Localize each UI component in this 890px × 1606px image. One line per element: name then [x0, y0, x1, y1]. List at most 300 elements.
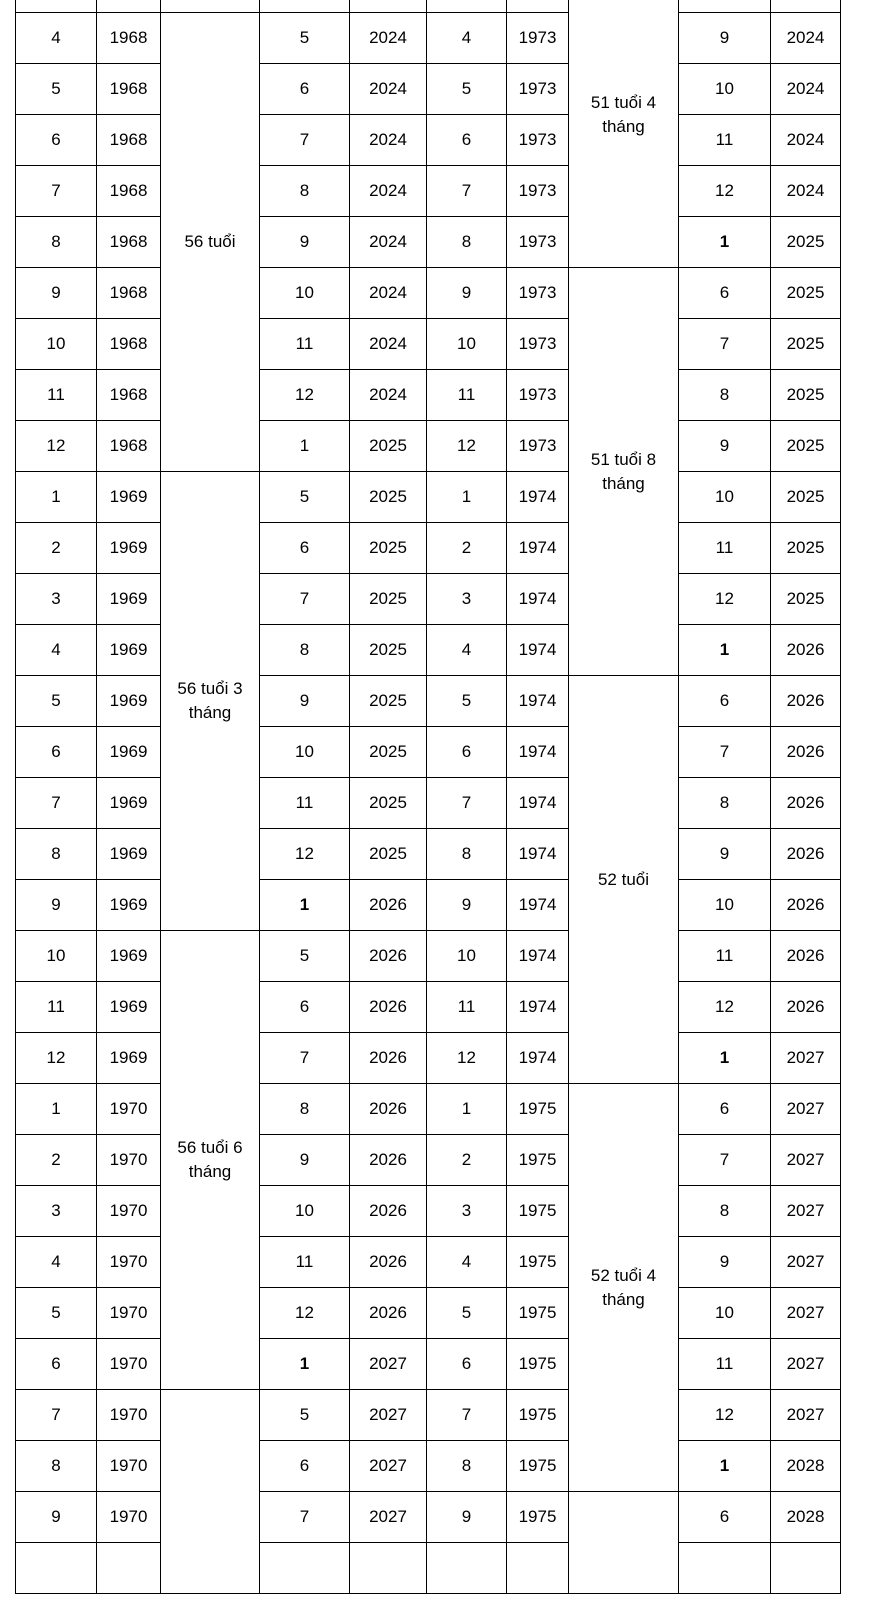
birth-year-a-cell: 1969	[97, 676, 161, 727]
retire-year-a-cell: 2024	[350, 166, 427, 217]
retire-month-b-cell: 12	[679, 1390, 771, 1441]
birth-month-a-cell: 4	[16, 13, 97, 64]
retire-year-a-cell: 2026	[350, 931, 427, 982]
table-row	[16, 319, 841, 370]
birth-month-b-cell: 1	[427, 1084, 507, 1135]
birth-year-b-cell: 1975	[507, 1084, 569, 1135]
table-row	[16, 1492, 841, 1543]
birth-year-b-cell: 1975	[507, 1135, 569, 1186]
birth-year-a-cell: 1968	[97, 268, 161, 319]
age-group-a-cell	[161, 1390, 260, 1594]
birth-month-b-cell: 12	[427, 421, 507, 472]
retire-year-a-cell: 2025	[350, 523, 427, 574]
birth-month-a-cell: 5	[16, 676, 97, 727]
birth-month-b-cell: 9	[427, 268, 507, 319]
birth-month-b-cell: 4	[427, 625, 507, 676]
retire-month-a-cell: 10	[260, 1186, 350, 1237]
birth-year-a-cell: 1970	[97, 1135, 161, 1186]
birth-year-a-cell: 1969	[97, 523, 161, 574]
retire-year-a-cell: 2027	[350, 1441, 427, 1492]
retire-year-a-cell: 2026	[350, 1135, 427, 1186]
retire-month-b-cell: 12	[679, 574, 771, 625]
birth-year-a-cell: 1968	[97, 64, 161, 115]
retire-year-b-cell: 2024	[771, 115, 841, 166]
birth-month-b-cell: 3	[427, 1186, 507, 1237]
birth-month-a-cell: 8	[16, 829, 97, 880]
retire-year-b-cell: 2027	[771, 1135, 841, 1186]
birth-year-a-cell: 1970	[97, 1237, 161, 1288]
birth-month-b-cell: 10	[427, 931, 507, 982]
retire-month-a-cell: 8	[260, 166, 350, 217]
birth-month-a-cell: 10	[16, 319, 97, 370]
birth-month-b-cell	[427, 1543, 507, 1594]
retire-month-b-cell: 9	[679, 1237, 771, 1288]
retire-month-b-cell: 8	[679, 1186, 771, 1237]
retire-year-b-cell: 2026	[771, 625, 841, 676]
retire-month-a-cell	[260, 0, 350, 13]
retire-month-b-cell: 9	[679, 421, 771, 472]
birth-month-a-cell: 5	[16, 1288, 97, 1339]
retire-year-a-cell: 2026	[350, 1237, 427, 1288]
birth-year-a-cell: 1970	[97, 1339, 161, 1390]
retirement-age-table	[15, 0, 841, 1594]
retire-month-a-cell: 5	[260, 931, 350, 982]
table-row	[16, 931, 841, 982]
retire-month-b-cell: 11	[679, 1339, 771, 1390]
retire-month-b-cell	[679, 0, 771, 13]
birth-month-b-cell	[427, 0, 507, 13]
retire-month-a-cell	[260, 1543, 350, 1594]
birth-month-a-cell: 7	[16, 166, 97, 217]
table-row	[16, 421, 841, 472]
retire-month-b-cell: 11	[679, 931, 771, 982]
birth-month-a-cell: 7	[16, 1390, 97, 1441]
birth-month-a-cell: 11	[16, 982, 97, 1033]
birth-month-a-cell: 8	[16, 217, 97, 268]
retire-month-b-cell: 6	[679, 1084, 771, 1135]
retire-month-b-cell: 6	[679, 676, 771, 727]
retire-month-b-cell: 10	[679, 1288, 771, 1339]
table-row	[16, 1237, 841, 1288]
table-row	[16, 829, 841, 880]
table-row	[16, 217, 841, 268]
retire-year-b-cell: 2025	[771, 421, 841, 472]
birth-month-b-cell: 11	[427, 982, 507, 1033]
birth-month-a-cell: 7	[16, 778, 97, 829]
retire-year-a-cell: 2025	[350, 727, 427, 778]
table-row	[16, 370, 841, 421]
retire-year-b-cell: 2026	[771, 931, 841, 982]
birth-year-a-cell: 1970	[97, 1390, 161, 1441]
retire-year-a-cell: 2025	[350, 472, 427, 523]
birth-year-b-cell: 1974	[507, 523, 569, 574]
birth-year-a-cell: 1969	[97, 625, 161, 676]
retire-year-b-cell: 2026	[771, 727, 841, 778]
birth-month-b-cell: 8	[427, 829, 507, 880]
birth-year-b-cell: 1974	[507, 574, 569, 625]
birth-year-a-cell: 1969	[97, 1033, 161, 1084]
retire-month-a-cell: 5	[260, 13, 350, 64]
retire-month-b-cell	[679, 1543, 771, 1594]
birth-year-b-cell: 1974	[507, 829, 569, 880]
retire-year-a-cell	[350, 1543, 427, 1594]
retire-year-b-cell: 2025	[771, 370, 841, 421]
retire-month-b-cell: 10	[679, 472, 771, 523]
age-group-b-cell: 52 tuổi 4 tháng	[569, 1084, 679, 1492]
retire-month-b-cell: 12	[679, 982, 771, 1033]
birth-month-b-cell: 12	[427, 1033, 507, 1084]
birth-month-a-cell: 4	[16, 625, 97, 676]
table-row	[16, 166, 841, 217]
retire-month-a-cell: 12	[260, 1288, 350, 1339]
retire-month-a-cell: 12	[260, 370, 350, 421]
birth-month-b-cell: 8	[427, 1441, 507, 1492]
birth-year-a-cell: 1970	[97, 1441, 161, 1492]
birth-month-b-cell: 10	[427, 319, 507, 370]
birth-year-b-cell: 1973	[507, 421, 569, 472]
birth-month-a-cell: 12	[16, 421, 97, 472]
birth-year-a-cell: 1969	[97, 880, 161, 931]
birth-year-a-cell: 1968	[97, 166, 161, 217]
retire-month-b-cell: 9	[679, 13, 771, 64]
table-row	[16, 523, 841, 574]
table-row	[16, 268, 841, 319]
birth-month-a-cell: 5	[16, 64, 97, 115]
birth-year-a-cell: 1970	[97, 1288, 161, 1339]
birth-year-a-cell: 1968	[97, 13, 161, 64]
retire-month-b-cell: 1	[679, 1033, 771, 1084]
retire-year-b-cell: 2027	[771, 1390, 841, 1441]
retire-year-b-cell	[771, 1543, 841, 1594]
retire-month-a-cell: 11	[260, 1237, 350, 1288]
table-row	[16, 880, 841, 931]
birth-year-b-cell: 1973	[507, 166, 569, 217]
birth-year-b-cell: 1975	[507, 1237, 569, 1288]
birth-month-a-cell: 6	[16, 1339, 97, 1390]
retire-month-a-cell: 8	[260, 1084, 350, 1135]
retire-month-b-cell: 11	[679, 523, 771, 574]
retire-year-a-cell: 2024	[350, 268, 427, 319]
birth-year-b-cell	[507, 1543, 569, 1594]
birth-year-b-cell: 1974	[507, 982, 569, 1033]
retire-year-b-cell: 2025	[771, 472, 841, 523]
table-row	[16, 982, 841, 1033]
retire-month-b-cell: 10	[679, 880, 771, 931]
retire-month-a-cell: 1	[260, 1339, 350, 1390]
retire-year-a-cell: 2024	[350, 217, 427, 268]
birth-year-a-cell	[97, 0, 161, 13]
retire-year-b-cell: 2026	[771, 880, 841, 931]
birth-month-b-cell: 2	[427, 1135, 507, 1186]
birth-month-a-cell: 4	[16, 1237, 97, 1288]
retire-year-a-cell: 2025	[350, 778, 427, 829]
birth-year-a-cell: 1968	[97, 319, 161, 370]
birth-month-b-cell: 4	[427, 1237, 507, 1288]
retire-month-a-cell: 6	[260, 982, 350, 1033]
retire-year-b-cell: 2028	[771, 1441, 841, 1492]
retire-month-a-cell: 9	[260, 676, 350, 727]
birth-year-a-cell	[97, 1543, 161, 1594]
birth-month-b-cell: 7	[427, 778, 507, 829]
retire-year-b-cell: 2027	[771, 1186, 841, 1237]
birth-year-b-cell: 1975	[507, 1441, 569, 1492]
birth-month-b-cell: 4	[427, 13, 507, 64]
birth-month-b-cell: 2	[427, 523, 507, 574]
birth-year-a-cell: 1969	[97, 778, 161, 829]
birth-month-b-cell: 6	[427, 727, 507, 778]
birth-month-a-cell: 6	[16, 727, 97, 778]
age-group-b-cell: 51 tuổi 8 tháng	[569, 268, 679, 676]
birth-month-b-cell: 3	[427, 574, 507, 625]
retire-month-b-cell: 7	[679, 727, 771, 778]
retire-year-a-cell: 2026	[350, 1084, 427, 1135]
birth-month-a-cell: 11	[16, 370, 97, 421]
retire-year-b-cell: 2025	[771, 319, 841, 370]
retire-month-a-cell: 9	[260, 217, 350, 268]
age-group-a-cell: 56 tuổi 3 tháng	[161, 472, 260, 931]
birth-year-b-cell: 1975	[507, 1288, 569, 1339]
retire-year-b-cell: 2026	[771, 676, 841, 727]
retire-month-b-cell: 7	[679, 1135, 771, 1186]
birth-month-b-cell: 7	[427, 1390, 507, 1441]
birth-year-b-cell: 1973	[507, 268, 569, 319]
retire-year-b-cell: 2025	[771, 574, 841, 625]
table-row	[16, 1441, 841, 1492]
birth-month-a-cell	[16, 1543, 97, 1594]
birth-year-b-cell: 1974	[507, 727, 569, 778]
birth-year-b-cell: 1973	[507, 115, 569, 166]
retire-year-a-cell: 2026	[350, 1033, 427, 1084]
birth-month-b-cell: 9	[427, 1492, 507, 1543]
retire-year-b-cell: 2025	[771, 268, 841, 319]
birth-month-a-cell: 8	[16, 1441, 97, 1492]
retire-year-a-cell: 2027	[350, 1492, 427, 1543]
retire-year-a-cell: 2026	[350, 880, 427, 931]
birth-year-b-cell: 1975	[507, 1186, 569, 1237]
birth-month-a-cell	[16, 0, 97, 13]
birth-month-b-cell: 5	[427, 64, 507, 115]
birth-year-b-cell: 1974	[507, 676, 569, 727]
retire-year-a-cell: 2025	[350, 676, 427, 727]
birth-year-b-cell: 1973	[507, 319, 569, 370]
retire-year-a-cell: 2026	[350, 1288, 427, 1339]
birth-year-a-cell: 1968	[97, 115, 161, 166]
birth-year-a-cell: 1969	[97, 574, 161, 625]
birth-year-b-cell: 1974	[507, 1033, 569, 1084]
retire-year-b-cell: 2027	[771, 1033, 841, 1084]
table-row	[16, 472, 841, 523]
retire-year-a-cell: 2025	[350, 421, 427, 472]
retire-month-b-cell: 8	[679, 778, 771, 829]
retire-year-b-cell: 2025	[771, 217, 841, 268]
retire-year-b-cell: 2027	[771, 1288, 841, 1339]
birth-month-b-cell: 5	[427, 676, 507, 727]
retire-year-a-cell: 2024	[350, 13, 427, 64]
birth-year-b-cell: 1975	[507, 1492, 569, 1543]
birth-month-a-cell: 6	[16, 115, 97, 166]
birth-year-a-cell: 1969	[97, 727, 161, 778]
retire-year-b-cell: 2025	[771, 523, 841, 574]
birth-year-a-cell: 1969	[97, 829, 161, 880]
birth-year-b-cell: 1973	[507, 217, 569, 268]
table-row	[16, 625, 841, 676]
birth-month-a-cell: 1	[16, 1084, 97, 1135]
retire-month-b-cell: 7	[679, 319, 771, 370]
table-row	[16, 778, 841, 829]
table-body	[16, 0, 841, 1594]
birth-month-b-cell: 5	[427, 1288, 507, 1339]
birth-year-b-cell: 1973	[507, 64, 569, 115]
retire-year-a-cell: 2025	[350, 574, 427, 625]
retire-year-b-cell: 2026	[771, 829, 841, 880]
birth-month-a-cell: 12	[16, 1033, 97, 1084]
birth-month-b-cell: 6	[427, 115, 507, 166]
retire-year-b-cell: 2027	[771, 1339, 841, 1390]
retire-month-a-cell: 9	[260, 1135, 350, 1186]
table-row	[16, 727, 841, 778]
retire-year-b-cell: 2024	[771, 13, 841, 64]
retire-month-a-cell: 1	[260, 880, 350, 931]
retire-month-a-cell: 10	[260, 727, 350, 778]
retire-year-b-cell: 2026	[771, 778, 841, 829]
retire-year-a-cell: 2024	[350, 319, 427, 370]
retire-month-a-cell: 1	[260, 421, 350, 472]
birth-month-a-cell: 2	[16, 1135, 97, 1186]
retire-month-a-cell: 7	[260, 1492, 350, 1543]
table-row	[16, 676, 841, 727]
birth-year-b-cell: 1973	[507, 370, 569, 421]
birth-month-a-cell: 2	[16, 523, 97, 574]
birth-year-b-cell: 1975	[507, 1339, 569, 1390]
birth-month-a-cell: 3	[16, 574, 97, 625]
table-row	[16, 13, 841, 64]
birth-year-b-cell: 1973	[507, 13, 569, 64]
retire-month-a-cell: 6	[260, 1441, 350, 1492]
retire-year-a-cell: 2027	[350, 1390, 427, 1441]
birth-year-a-cell: 1970	[97, 1084, 161, 1135]
retire-year-a-cell: 2024	[350, 370, 427, 421]
retire-month-b-cell: 8	[679, 370, 771, 421]
birth-month-b-cell: 11	[427, 370, 507, 421]
birth-month-a-cell: 10	[16, 931, 97, 982]
retire-month-b-cell: 1	[679, 217, 771, 268]
retire-year-b-cell: 2027	[771, 1084, 841, 1135]
retire-month-a-cell: 6	[260, 523, 350, 574]
retire-month-a-cell: 10	[260, 268, 350, 319]
retire-year-b-cell	[771, 0, 841, 13]
age-group-a-cell: 56 tuổi	[161, 13, 260, 472]
birth-year-a-cell: 1970	[97, 1186, 161, 1237]
birth-year-a-cell: 1968	[97, 370, 161, 421]
table-row	[16, 1135, 841, 1186]
retire-year-a-cell: 2027	[350, 1339, 427, 1390]
retire-year-b-cell: 2026	[771, 982, 841, 1033]
birth-year-a-cell: 1969	[97, 472, 161, 523]
birth-year-b-cell: 1974	[507, 625, 569, 676]
retire-month-a-cell: 5	[260, 472, 350, 523]
birth-month-a-cell: 1	[16, 472, 97, 523]
birth-month-a-cell: 3	[16, 1186, 97, 1237]
retire-year-a-cell: 2025	[350, 625, 427, 676]
retire-year-b-cell: 2028	[771, 1492, 841, 1543]
retire-year-b-cell: 2024	[771, 166, 841, 217]
table-row	[16, 64, 841, 115]
retire-month-b-cell: 6	[679, 1492, 771, 1543]
retire-month-a-cell: 6	[260, 64, 350, 115]
birth-year-b-cell: 1975	[507, 1390, 569, 1441]
age-group-b-cell: 52 tuổi	[569, 676, 679, 1084]
birth-year-a-cell: 1970	[97, 1492, 161, 1543]
table-row	[16, 1543, 841, 1594]
retire-year-b-cell: 2024	[771, 64, 841, 115]
table-row	[16, 1033, 841, 1084]
birth-month-b-cell: 6	[427, 1339, 507, 1390]
retire-year-a-cell: 2026	[350, 982, 427, 1033]
retire-month-a-cell: 8	[260, 625, 350, 676]
retire-year-a-cell	[350, 0, 427, 13]
retire-month-a-cell: 11	[260, 319, 350, 370]
retire-month-a-cell: 12	[260, 829, 350, 880]
table-row	[16, 1339, 841, 1390]
birth-year-a-cell: 1969	[97, 931, 161, 982]
retire-year-b-cell: 2027	[771, 1237, 841, 1288]
retire-month-a-cell: 7	[260, 1033, 350, 1084]
retire-month-b-cell: 10	[679, 64, 771, 115]
table-row	[16, 115, 841, 166]
birth-year-b-cell: 1974	[507, 931, 569, 982]
table-row	[16, 1288, 841, 1339]
retire-month-a-cell: 7	[260, 574, 350, 625]
birth-month-b-cell: 1	[427, 472, 507, 523]
birth-year-a-cell: 1968	[97, 217, 161, 268]
retire-year-a-cell: 2024	[350, 115, 427, 166]
birth-month-a-cell: 9	[16, 880, 97, 931]
birth-year-b-cell: 1974	[507, 880, 569, 931]
birth-year-a-cell: 1969	[97, 982, 161, 1033]
birth-year-b-cell: 1974	[507, 778, 569, 829]
retire-month-b-cell: 1	[679, 1441, 771, 1492]
retire-month-a-cell: 5	[260, 1390, 350, 1441]
birth-month-b-cell: 7	[427, 166, 507, 217]
retire-month-a-cell: 7	[260, 115, 350, 166]
birth-year-a-cell: 1968	[97, 421, 161, 472]
retire-year-a-cell: 2025	[350, 829, 427, 880]
retire-month-b-cell: 6	[679, 268, 771, 319]
birth-month-a-cell: 9	[16, 1492, 97, 1543]
table-row	[16, 1390, 841, 1441]
table-row	[16, 574, 841, 625]
retire-month-b-cell: 9	[679, 829, 771, 880]
age-group-a-cell: 56 tuổi 6 tháng	[161, 931, 260, 1390]
age-group-a-cell	[161, 0, 260, 13]
birth-month-b-cell: 9	[427, 880, 507, 931]
birth-year-b-cell: 1974	[507, 472, 569, 523]
table-row	[16, 1084, 841, 1135]
retire-month-b-cell: 11	[679, 115, 771, 166]
retire-year-a-cell: 2026	[350, 1186, 427, 1237]
retire-month-b-cell: 1	[679, 625, 771, 676]
birth-year-b-cell	[507, 0, 569, 13]
table-row	[16, 0, 841, 13]
birth-month-b-cell: 8	[427, 217, 507, 268]
retire-year-a-cell: 2024	[350, 64, 427, 115]
age-group-b-cell: 51 tuổi 4 tháng	[569, 0, 679, 268]
birth-month-a-cell: 9	[16, 268, 97, 319]
retire-month-a-cell: 11	[260, 778, 350, 829]
age-group-b-cell	[569, 1492, 679, 1594]
retire-month-b-cell: 12	[679, 166, 771, 217]
table-row	[16, 1186, 841, 1237]
